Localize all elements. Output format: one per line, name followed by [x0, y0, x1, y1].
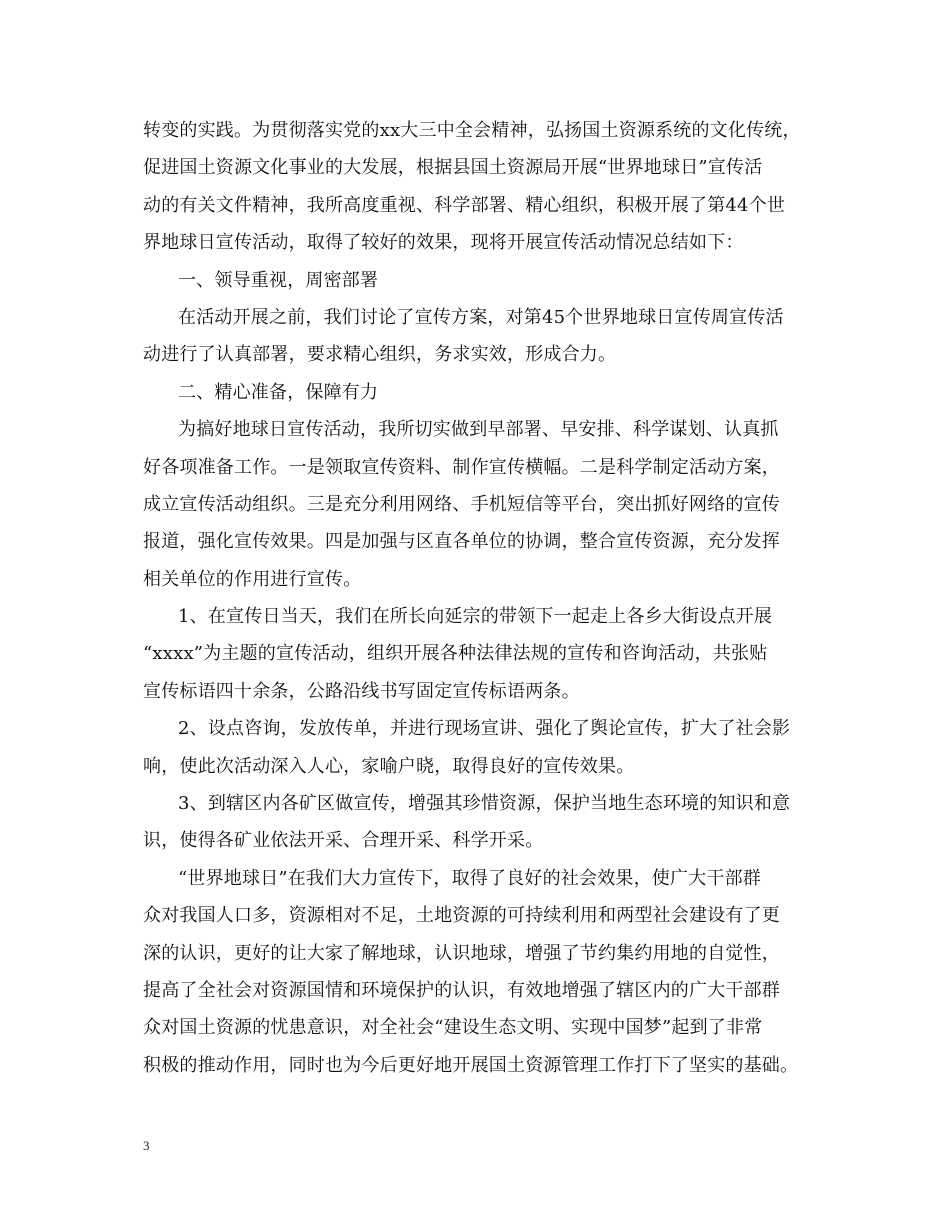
section-heading: 一、领导重视，周密部署	[178, 269, 379, 291]
text-line: 2、设点咨询，发放传单，并进行现场宣讲、强化了舆论宣传，扩大了社会影	[178, 718, 791, 740]
text-line: 在活动开展之前，我们讨论了宣传方案，对第45个世界地球日宣传周宣传活	[178, 306, 784, 328]
document-body	[143, 112, 811, 1084]
text-line: 成立宣传活动组织。三是充分利用网络、手机短信等平台，突出抓好网络的宣传	[143, 493, 780, 515]
text-line: 动进行了认真部署，要求精心组织，务求实效，形成合力。	[143, 344, 617, 366]
text-line: 1、在宣传日当天，我们在所长向延宗的带领下一起走上各乡大街设点开展	[178, 606, 773, 628]
text-line: 促进国土资源文化事业的大发展，根据县国土资源局开展“世界地球日”宣传活	[143, 157, 763, 179]
text-line: 众对我国人口多，资源相对不足，土地资源的可持续利用和两型社会建设有了更	[143, 905, 780, 927]
text-line: 提高了全社会对资源国情和环境保护的认识，有效地增强了辖区内的广大干部群	[143, 979, 780, 1001]
text-line: 报道，强化宣传效果。四是加强与区直各单位的协调，整合宣传资源，充分发挥	[143, 531, 780, 553]
text-line: 为搞好地球日宣传活动，我所切实做到早部署、早安排、科学谋划、认真抓	[178, 419, 779, 441]
text-line: 积极的推动作用，同时也为今后更好地开展国土资源管理工作打下了坚实的基础。	[143, 1054, 799, 1076]
text-line: 转变的实践。为贯彻落实党的xx大三中全会精神，弘扬国土资源系统的文化传统，	[143, 120, 801, 141]
text-line: 好各项准备工作。一是领取宣传资料、制作宣传横幅。二是科学制定活动方案，	[143, 456, 780, 478]
text-line: 3、到辖区内各矿区做宣传，增强其珍惜资源，保护当地生态环境的知识和意	[178, 793, 791, 815]
text-line: 响，使此次活动深入人心，家喻户晓，取得良好的宣传效果。	[143, 755, 635, 777]
text-line: 深的认识，更好的让大家了解地球，认识地球，增强了节约集约用地的自觉性，	[143, 942, 780, 964]
text-line: 相关单位的作用进行宣传。	[143, 568, 362, 590]
section-heading: 二、精心准备，保障有力	[178, 381, 379, 403]
text-line: 动的有关文件精神，我所高度重视、科学部署、精心组织，积极开展了第44个世	[143, 194, 786, 216]
text-line: 众对国土资源的忧患意识，对全社会“建设生态文明、实现中国梦”起到了非常	[143, 1017, 763, 1039]
text-line: 识，使得各矿业依法开采、合理开采、科学开采。	[143, 830, 544, 852]
text-line: 宣传标语四十余条，公路沿线书写固定宣传标语两条。	[143, 680, 580, 702]
text-line: “xxxx”为主题的宣传活动，组织开展各种法律法规的宣传和咨询活动，共张贴	[143, 643, 768, 665]
text-line: “世界地球日”在我们大力宣传下，取得了良好的社会效果，使广大干部群	[178, 867, 762, 889]
page-number: 3	[143, 1138, 150, 1153]
text-line: 界地球日宣传活动，取得了较好的效果，现将开展宣传活动情况总结如下：	[143, 232, 744, 254]
